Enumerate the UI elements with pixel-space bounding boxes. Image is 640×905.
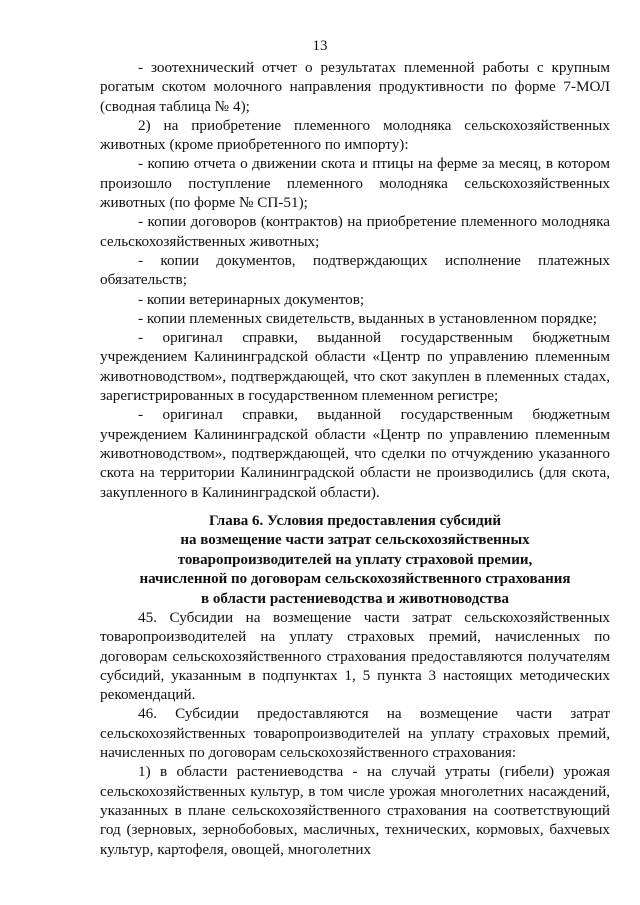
heading-line: в области растениеводства и животноводства: [201, 590, 509, 607]
body-text-bottom: [100, 608, 610, 859]
paragraph: - копии документов, подтверждающих исполнение платежных обязательств;: [100, 251, 610, 289]
heading-line: начисленной по договорам сельскохозяйственного страхования: [139, 571, 571, 588]
paragraph: - оригинал справки, выданной государственным бюджетным учреждением Калининградской области «Центр по управлению племенным животноводством», подтверждающей, что сделки по отчуждению указанного скота на территории Калининградской области не производились (для скота, закупленного в Калининградской области).: [100, 406, 610, 501]
chapter-heading: [100, 512, 610, 609]
body-text-top: [100, 58, 610, 502]
paragraph: - оригинал справки, выданной государственным бюджетным учреждением Калининградской области «Центр по управлению племенным животноводством», подтверждающей, что скот закуплен в племенных стадах, зарегистрированных в государственном племенном регистре;: [100, 329, 610, 405]
heading-line: Глава 6. Условия предоставления субсидий: [208, 513, 502, 529]
heading-line: на возмещение части затрат сельскохозяйственных: [180, 532, 530, 549]
paragraph: 2) на приобретение племенного молодняка сельскохозяйственных животных (кроме приобретенного по импорту):: [100, 116, 610, 154]
heading-line: товаропроизводителей на уплату страховой премии,: [177, 551, 533, 568]
paragraph: - копию отчета о движении скота и птицы на ферме за месяц, в котором произошло поступление племенного молодняка сельскохозяйственных животных (по форме № СП-51);: [100, 155, 610, 212]
paragraph: - копии племенных свидетельств, выданных в установленном порядке;: [138, 309, 597, 327]
paragraph: 46. Субсидии предоставляются на возмещение части затрат сельскохозяйственных товаропроизводителей на уплату страховых премий, начисленных по договорам сельскохозяйственного страхования:: [100, 705, 610, 762]
paragraph: 1) в области растениеводства - на случай утраты (гибели) урожая сельскохозяйственных культур, в том числе урожая многолетних насаждений, указанных в плане сельскохозяйственного страхования на соответствующий год (зерновых, зернобобовых, масличных, технических, кормовых, бахчевых культур, картофеля, овощей, многолетних: [100, 763, 610, 858]
paragraph: - копии договоров (контрактов) на приобретение племенного молодняка сельскохозяйственных животных;: [100, 213, 610, 250]
paragraph: - зоотехнический отчет о результатах племенной работы с крупным рогатым скотом молочного направления продуктивности по форме 7-МОЛ (сводная таблица № 4);: [100, 59, 610, 115]
paragraph: - копии ветеринарных документов;: [138, 290, 365, 308]
page-number: 13: [312, 38, 328, 54]
paragraph: 45. Субсидии на возмещение части затрат сельскохозяйственных товаропроизводителей на уплату страховых премий, начисленных по договорам сельскохозяйственного страхования предоставляются получателям субсидий, указанным в подпунктах 1, 5 пункта 3 настоящих методических рекомендаций.: [100, 609, 610, 704]
